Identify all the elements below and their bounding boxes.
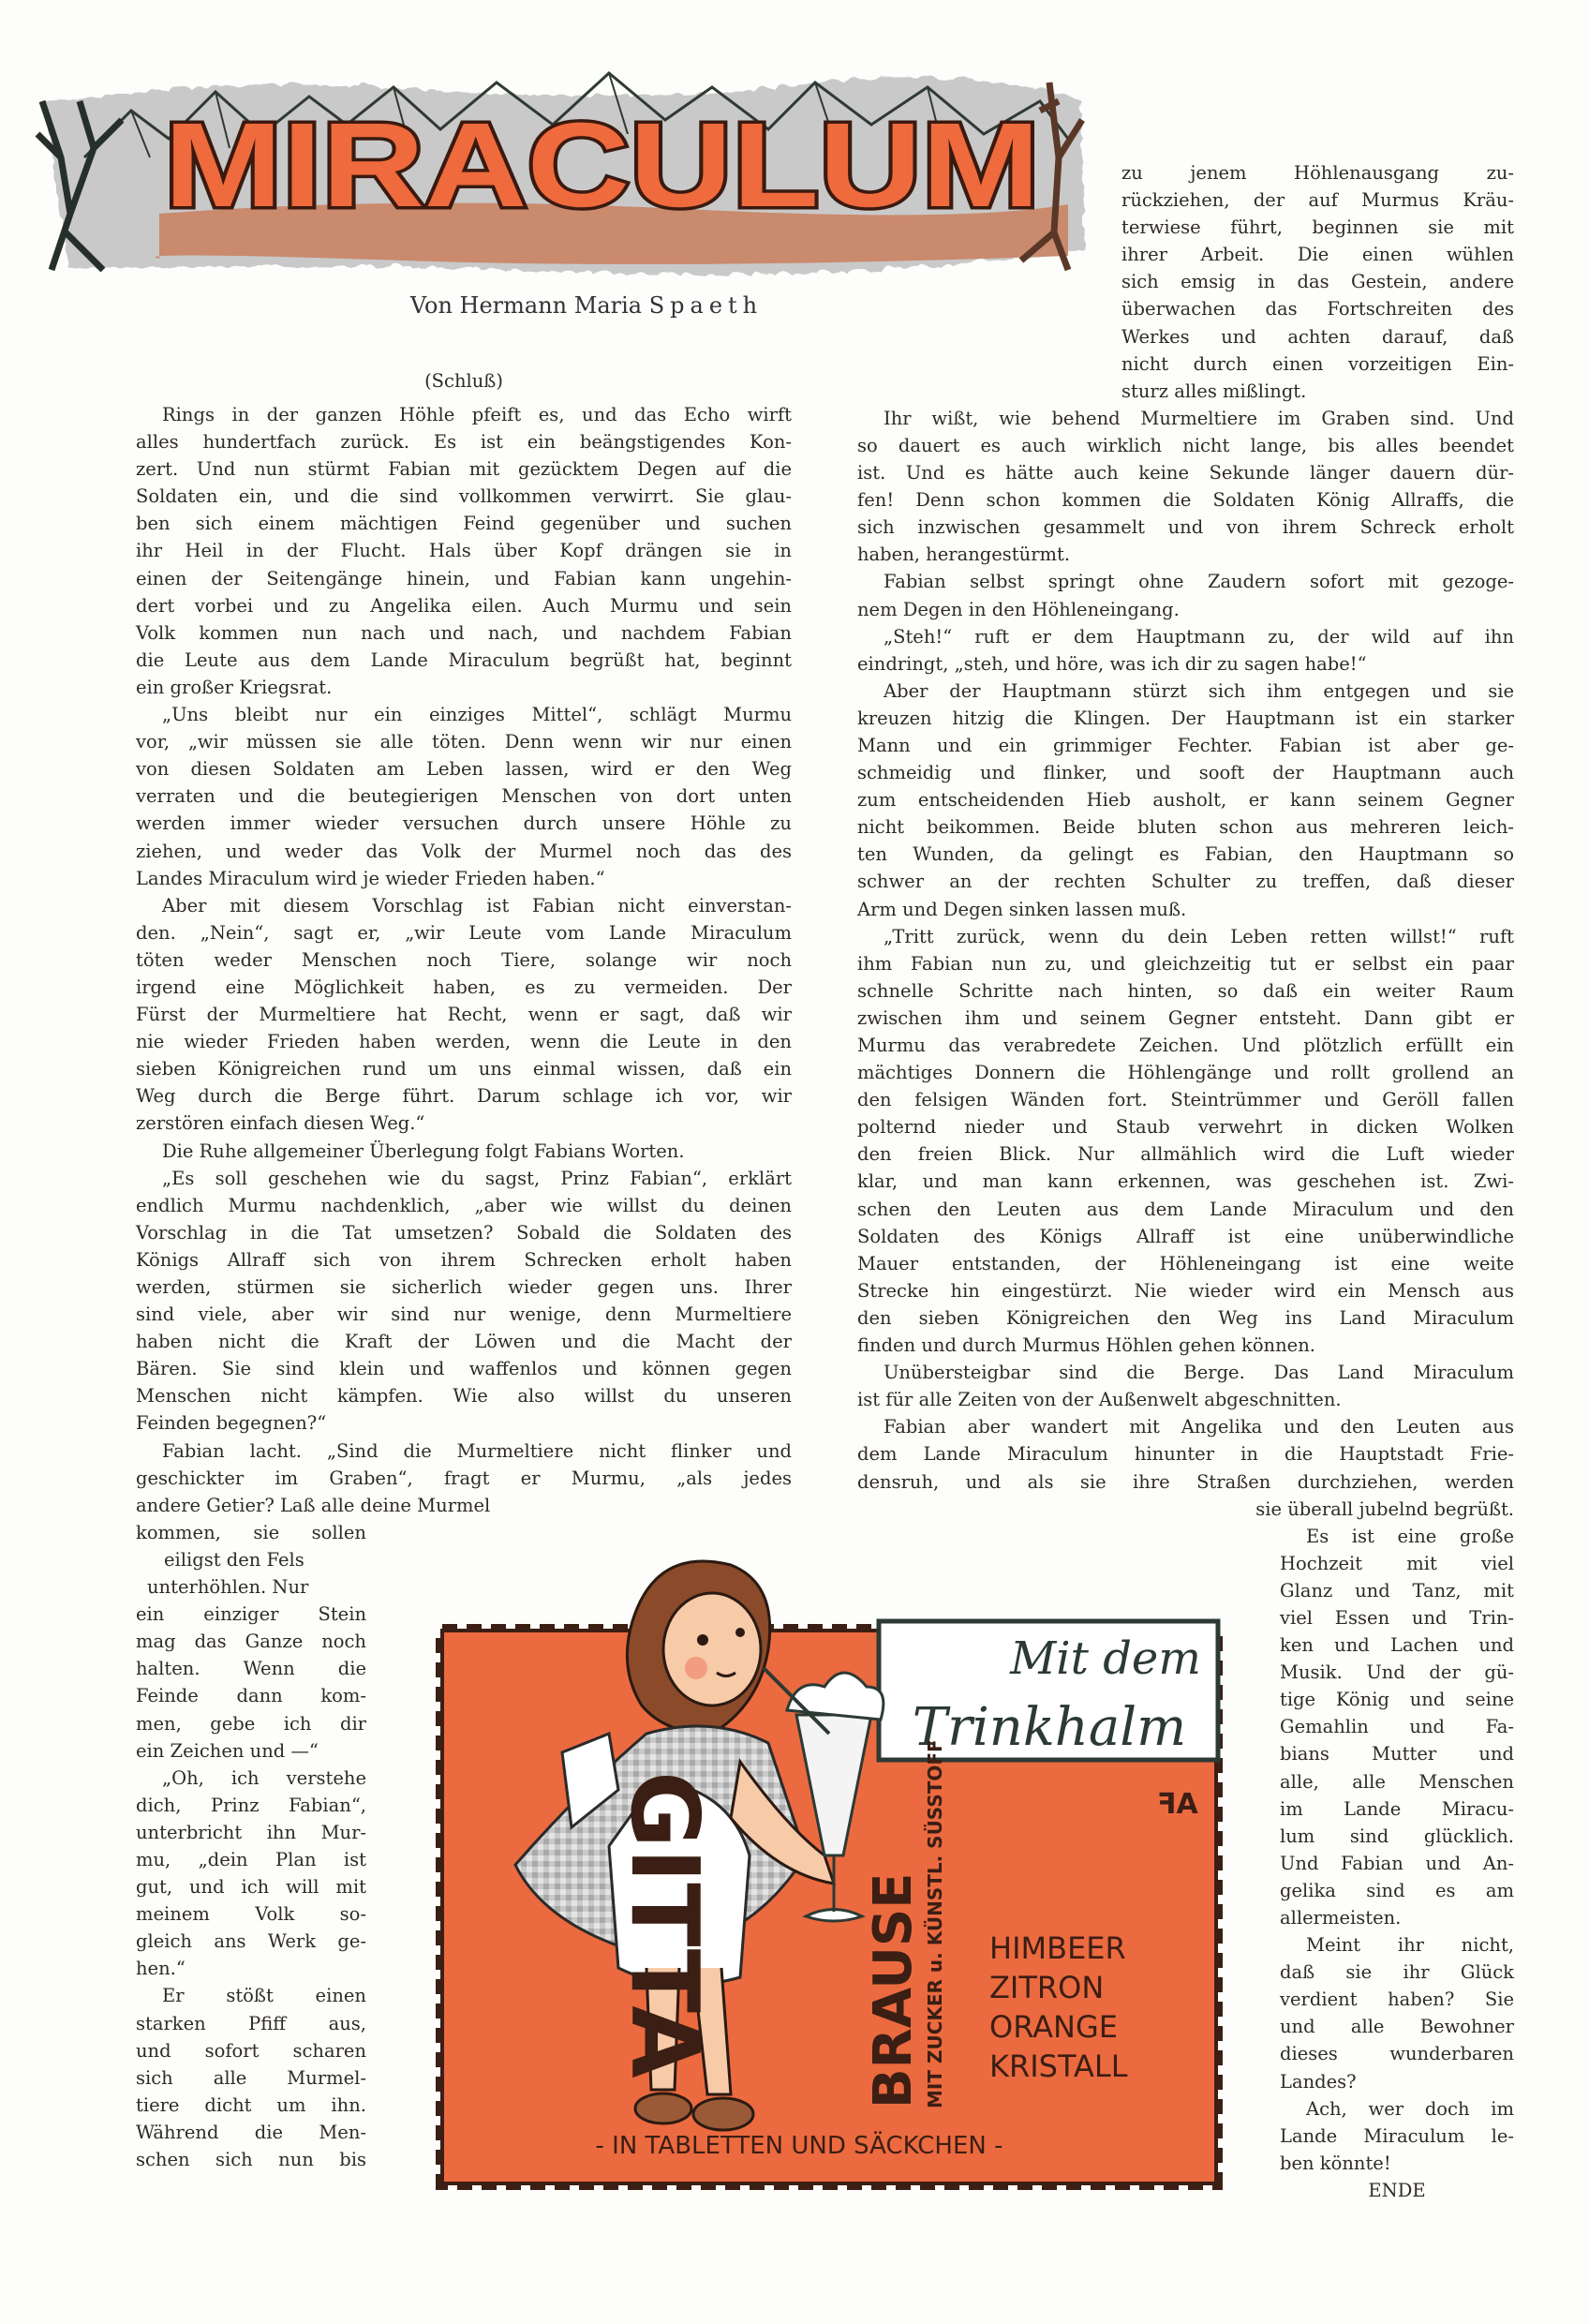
text-line: finden und durch Murmus Höhlen gehen können.: [857, 1334, 1315, 1357]
girl-shoe-right: [693, 2098, 753, 2130]
text-line: zum entscheidenden Hieb ausholt, er kann seinem Gegner: [857, 789, 1514, 812]
text-line: meinem Volk so-: [136, 1903, 366, 1926]
text-line: Meint ihr nicht,: [1306, 1934, 1514, 1957]
text-line: sturz alles mißlingt.: [1121, 380, 1307, 402]
text-line: nicht durch einen vorzeitigen Ein-: [1121, 352, 1514, 375]
text-line: mu, „dein Plan ist: [136, 1848, 366, 1870]
text-line: Aber mit diesem Vorschlag ist Fabian nicht einverstan-: [162, 894, 792, 916]
product-name: BRAUSE: [863, 1872, 924, 2108]
text-line: Lande Miraculum le-: [1280, 2124, 1514, 2147]
text-line: „Uns bleibt nur ein einziges Mittel“, schlägt Murmu: [162, 704, 792, 726]
text-line: „Es soll geschehen wie du sagst, Prinz Fabian“, erklärt: [162, 1167, 792, 1189]
text-line: sieben Königreichen rund um uns einmal wissen, daß ein: [136, 1058, 792, 1080]
text-line: Vorschlag in die Tat umsetzen? Sobald die Soldaten des: [136, 1221, 792, 1244]
flavor-item: KRISTALL: [989, 2048, 1128, 2084]
text-line: vor, „wir müssen sie alle töten. Denn wenn wir nur einen: [136, 731, 792, 753]
text-line: Mauer entstanden, der Höhleneingang ist eine weite: [857, 1252, 1514, 1274]
flavor-item: ORANGE: [989, 2009, 1118, 2045]
text-line: sie überall jubelnd begrüßt.: [1255, 1497, 1514, 1520]
text-line: daß sie ihr Glück: [1280, 1961, 1514, 1984]
text-line: eiligst den Fels: [164, 1548, 304, 1571]
text-line: überwachen das Fortschreiten des: [1121, 298, 1514, 320]
text-line: so dauert es auch wirklich nicht lange, bis alles beendet: [857, 434, 1514, 456]
text-line: haben nicht die Kraft der Löwen und die Macht der: [136, 1331, 792, 1353]
title-logo: MIRACULUM: [164, 98, 1040, 232]
text-line: ten Wunden, da gelingt es Fabian, den Hauptmann so: [857, 843, 1514, 866]
text-line: ein Zeichen und —“: [136, 1739, 319, 1762]
text-line: nie wieder Frieden haben werden, wenn die Leute in den: [136, 1031, 792, 1053]
text-line: dem Lande Miraculum hinunter in die Hauptstadt Frie-: [857, 1443, 1514, 1466]
text-line: alles hundertfach zurück. Es ist ein beängstigendes Kon-: [136, 431, 792, 454]
text-line: zerstören einfach diesen Weg.“: [136, 1112, 425, 1135]
text-line: im Lande Miracu-: [1280, 1797, 1514, 1820]
text-line: irgend eine Möglichkeit haben, es zu vermeiden. Der: [136, 976, 792, 998]
author-name: Spaeth: [648, 292, 764, 319]
text-line: von diesen Soldaten am Leben lassen, wird er den Weg: [136, 758, 792, 781]
text-line: klar, und man kann erkennen, was geschehen ist. Zwi-: [857, 1170, 1514, 1193]
text-line: Hochzeit mit viel: [1280, 1552, 1514, 1574]
text-line: Die Ruhe allgemeiner Überlegung folgt Fabians Worten.: [162, 1140, 685, 1162]
text-line: einen der Seitengänge hinein, und Fabian kann ungehin-: [136, 567, 792, 589]
girl-shoe-left: [635, 2093, 691, 2123]
text-line: men, gebe ich dir: [136, 1712, 366, 1735]
text-line: ist. Und es hätte auch keine Sekunde länger dauern dür-: [857, 462, 1514, 484]
text-line: kommen, sie sollen: [136, 1521, 366, 1543]
text-line: Während die Men-: [136, 2121, 366, 2143]
text-line: ein großer Kriegsrat.: [136, 676, 333, 698]
byline-prefix: Von Hermann Maria: [409, 292, 643, 319]
text-line: gleich ans Werk ge-: [136, 1930, 366, 1953]
text-line: werden immer wieder versuchen durch unsere Höhle zu: [136, 812, 792, 835]
text-line: schwer an der rechten Schulter zu treffen, daß dieser: [857, 871, 1514, 893]
text-line: Glanz und Tanz, mit: [1280, 1579, 1514, 1601]
slogan-line1: Mit dem: [1010, 1632, 1201, 1685]
text-line: haben, herangestürmt.: [857, 544, 1071, 566]
text-line: Bären. Sie sind klein und waffenlos und können gegen: [136, 1358, 792, 1380]
text-line: ziehen, und weder das Volk der Murmel noch das des: [136, 840, 792, 862]
text-line: „Steh!“ ruft er dem Hauptmann zu, der wild auf ihn: [884, 625, 1514, 648]
text-line: mag das Ganze noch: [136, 1631, 366, 1653]
text-line: sich inzwischen gesammelt und von ihrem Schreck erholt: [857, 516, 1514, 539]
text-line: viel Essen und Trin-: [1280, 1606, 1514, 1629]
text-line: ken und Lachen und: [1280, 1634, 1514, 1657]
text-line: schnelle Schritte nach hinten, so daß ein weiter Raum: [857, 979, 1514, 1002]
text-line: zert. Und nun stürmt Fabian mit gezücktem Degen auf die: [136, 458, 792, 481]
text-line: dieses wunderbaren: [1280, 2043, 1514, 2065]
text-line: sind viele, aber wir sind nur wenige, denn Murmeltiere: [136, 1304, 792, 1326]
girl-face: [663, 1593, 761, 1706]
text-line: geschickter im Graben“, fragt er Murmu, „als jedes: [136, 1467, 792, 1489]
text-line: hen.“: [136, 1958, 186, 1980]
text-line: Murmu das verabredete Zeichen. Und plötzlich erfüllt ein: [857, 1035, 1514, 1056]
text-line: andere Getier? Laß alle deine Murmel: [136, 1494, 491, 1516]
text-line: mächtiges Donnern die Höhlengänge und rollt grollend an: [857, 1062, 1514, 1084]
text-line: zwischen ihm und seinem Gegner entsteht. Dann gibt er: [857, 1006, 1514, 1029]
text-line: Aber der Hauptmann stürzt sich ihm entgegen und sie: [884, 679, 1514, 702]
text-line: Er stößt einen: [162, 1985, 366, 2007]
text-line: den felsigen Wänden fort. Steintrümmer und Geröll fallen: [857, 1089, 1514, 1111]
text-line: Fabian selbst springt ohne Zaudern sofort mit gezoge-: [884, 571, 1514, 593]
text-line: Strecke hin eingestürzt. Nie wieder wird ein Mensch aus: [857, 1279, 1514, 1302]
text-line: tige König und seine: [1280, 1689, 1514, 1711]
text-line: ist für alle Zeiten von der Außenwelt abgeschnitten.: [857, 1389, 1342, 1411]
packaging-text: - IN TABLETTEN UND SÄCKCHEN -: [595, 2132, 1003, 2160]
artist-monogram: ꟻA: [1157, 1788, 1198, 1821]
text-line: schen den Leuten aus dem Lande Miraculum und den: [857, 1198, 1514, 1220]
text-line: gut, und ich will mit: [136, 1876, 366, 1899]
text-line: fen! Denn schon kommen die Soldaten König Allraffs, die: [857, 489, 1514, 512]
text-line: schmeidig und flinker, und sooft der Hauptmann auch: [857, 762, 1514, 784]
text-line: werden, stürmen sie sicherlich wieder gegen uns. Ihrer: [136, 1276, 792, 1298]
text-line: Ach, wer doch im: [1306, 2097, 1514, 2120]
text-line: Soldaten ein, und die sind vollkommen verwirrt. Sie glau-: [136, 485, 792, 508]
ingredients-text: MIT ZUCKER u. KÜNSTL. SÜSSTOFF: [924, 1739, 946, 2108]
text-line: Musik. Und der gü-: [1280, 1661, 1514, 1684]
gitta-brause-advertisement: [431, 1546, 1227, 2193]
text-line: Arm und Degen sinken lassen muß.: [857, 898, 1187, 920]
text-line: zu jenem Höhlenausgang zu-: [1121, 162, 1514, 184]
text-line: verdient haben? Sie: [1280, 1989, 1514, 2011]
end-mark: ENDE: [1368, 2179, 1426, 2201]
text-line: kreuzen hitzig die Klingen. Der Hauptmann ist ein starker: [857, 707, 1514, 729]
text-line: den. „Nein“, sagt er, „wir Leute vom Lande Miraculum: [136, 921, 792, 944]
part-label: (Schluß): [424, 370, 503, 392]
flavor-item: ZITRON: [989, 1970, 1105, 2005]
text-line: terwiese führt, beginnen sie mit: [1121, 216, 1514, 239]
text-line: dich, Prinz Fabian“,: [136, 1794, 366, 1816]
brand-name: GITTA: [610, 1771, 720, 2078]
text-line: nicht beikommen. Beide bluten schon aus mehreren leich-: [857, 816, 1514, 839]
text-line: allermeisten.: [1280, 1907, 1402, 1929]
text-line: Werkes und achten darauf, daß: [1121, 325, 1514, 348]
text-line: Gemahlin und Fa-: [1280, 1716, 1514, 1738]
text-line: lum sind glücklich.: [1280, 1825, 1514, 1847]
text-line: Unübersteigbar sind die Berge. Das Land Miraculum: [884, 1362, 1514, 1384]
text-line: Volk kommen nun nach und nach, und nachdem Fabian: [136, 621, 792, 644]
text-line: unterhöhlen. Nur: [147, 1576, 309, 1599]
text-line: Weg durch die Berge führt. Darum schlage ich vor, wir: [136, 1085, 792, 1108]
text-line: Und Fabian und An-: [1280, 1852, 1514, 1874]
text-line: Menschen nicht kämpfen. Wie also willst du unseren: [136, 1385, 792, 1408]
text-line: polternd nieder und Staub verwehrt in dicken Wolken: [857, 1116, 1514, 1139]
text-line: „Tritt zurück, wenn du dein Leben retten willst!“ ruft: [884, 925, 1514, 947]
text-line: den freien Blick. Nur allmählich wird die Luft wieder: [857, 1143, 1514, 1166]
text-line: ihr Heil in der Flucht. Hals über Kopf drängen sie in: [136, 540, 792, 562]
text-line: und sofort scharen: [136, 2039, 366, 2062]
text-line: halten. Wenn die: [136, 1658, 366, 1680]
text-line: alle, alle Menschen: [1280, 1770, 1514, 1793]
text-line: bians Mutter und: [1280, 1743, 1514, 1765]
text-line: Landes Miraculum wird je wieder Frieden haben.“: [136, 867, 605, 889]
text-line: nem Degen in den Höhleneingang.: [857, 598, 1180, 620]
text-line: starken Pfiff aus,: [136, 2012, 366, 2034]
text-line: „Oh, ich verstehe: [162, 1766, 366, 1789]
text-line: gelika sind es am: [1280, 1879, 1514, 1901]
text-line: eindringt, „steh, und höre, was ich dir zu sagen habe!“: [857, 652, 1367, 675]
text-line: die Leute aus dem Lande Miraculum begrüßt hat, beginnt: [136, 648, 792, 671]
text-line: unterbricht ihn Mur-: [136, 1821, 366, 1843]
text-line: dert vorbei und zu Angelika eilen. Auch Murmu und sein: [136, 594, 792, 617]
text-line: Ihr wißt, wie behend Murmeltiere im Graben sind. Und: [884, 407, 1514, 429]
text-line: Feinden begegnen?“: [136, 1412, 327, 1435]
text-line: ihrer Arbeit. Die einen wühlen: [1121, 244, 1514, 266]
flavor-item: HIMBEER: [989, 1930, 1126, 1966]
text-line: Feinde dann kom-: [136, 1685, 366, 1707]
text-line: sich emsig in das Gestein, andere: [1121, 271, 1514, 293]
text-line: verraten und die beutegierigen Menschen von dort unten: [136, 785, 792, 808]
text-line: ben könnte!: [1280, 2152, 1391, 2174]
text-line: Soldaten des Königs Allraff ist eine unüberwindliche: [857, 1225, 1514, 1247]
text-line: endlich Murmu nachdenklich, „aber wie willst du deinen: [136, 1194, 792, 1216]
text-line: Mann und ein grimmiger Fechter. Fabian ist aber ge-: [857, 734, 1514, 756]
text-line: schen sich nun bis: [136, 2149, 366, 2170]
text-line: töten weder Menschen noch Tiere, solange wir noch: [136, 948, 792, 971]
text-line: Fabian lacht. „Sind die Murmeltiere nicht flinker und: [162, 1439, 792, 1462]
text-line: tiere dicht um ihn.: [136, 2093, 366, 2116]
text-line: ihm Fabian nun zu, und gleichzeitig tut er selbst ein paar: [857, 952, 1514, 975]
text-line: Es ist eine große: [1306, 1525, 1514, 1547]
text-line: rückziehen, der auf Murmus Kräu-: [1121, 189, 1514, 212]
text-line: densruh, und als sie ihre Straßen durchziehen, werden: [857, 1470, 1514, 1493]
text-line: ein einziger Stein: [136, 1603, 366, 1626]
text-line: ben sich einem mächtigen Feind gegenüber und suchen: [136, 513, 792, 535]
text-line: sich alle Murmel-: [136, 2066, 366, 2089]
text-line: Rings in der ganzen Höhle pfeift es, und das Echo wirft: [162, 404, 792, 425]
text-line: den sieben Königreichen den Weg ins Land Miraculum: [857, 1306, 1514, 1329]
text-line: Landes?: [1280, 2070, 1357, 2093]
slogan-line2: Trinkhalm: [912, 1697, 1187, 1758]
text-line: Fabian aber wandert mit Angelika und den Leuten aus: [884, 1416, 1514, 1438]
text-line: Königs Allraff sich von ihrem Schrecken erholt haben: [136, 1248, 792, 1271]
text-line: und alle Bewohner: [1280, 2016, 1514, 2038]
text-line: Fürst der Murmeltiere hat Recht, wenn er sagt, daß wir: [136, 1004, 792, 1026]
